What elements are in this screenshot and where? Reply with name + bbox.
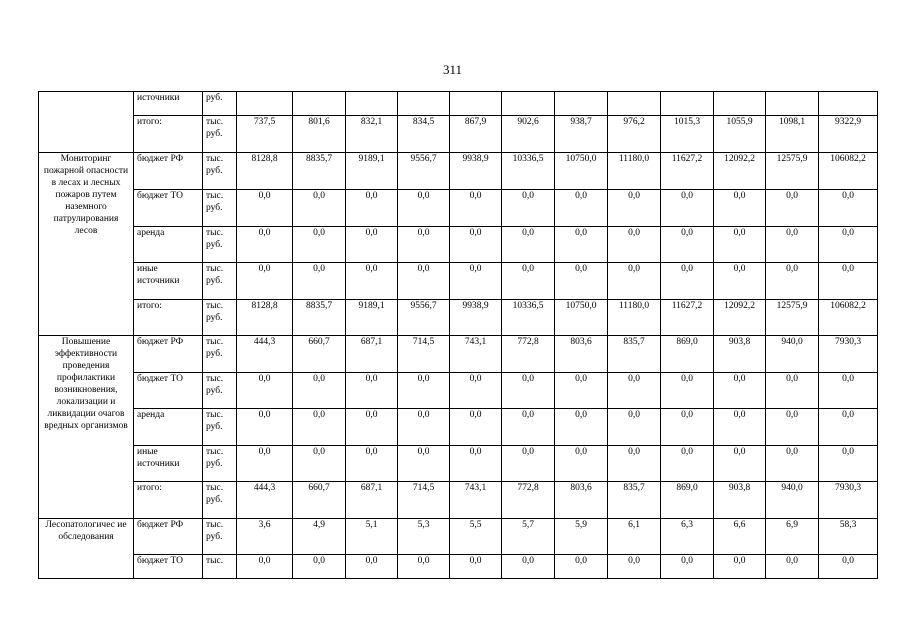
table-row bbox=[39, 227, 878, 263]
funding-source-cell: бюджет ТО bbox=[134, 555, 203, 579]
year-value-cell: 714,5 bbox=[398, 336, 450, 373]
funding-source-cell: бюджет ТО bbox=[134, 190, 203, 227]
year-value-cell: 0,0 bbox=[293, 446, 346, 482]
year-value-cell bbox=[661, 92, 714, 116]
table-row bbox=[39, 336, 878, 373]
unit-cell: тыс. руб. bbox=[203, 190, 237, 227]
year-value-cell: 902,6 bbox=[502, 116, 555, 153]
year-value-cell: 0,0 bbox=[714, 409, 766, 446]
year-value-cell: 0,0 bbox=[661, 373, 714, 409]
year-value-cell: 6,3 bbox=[661, 519, 714, 555]
funding-source-cell: аренда bbox=[134, 227, 203, 263]
year-value-cell bbox=[346, 92, 398, 116]
year-value-cell: 743,1 bbox=[450, 482, 502, 519]
year-value-cell: 0,0 bbox=[766, 409, 819, 446]
year-value-cell: 0,0 bbox=[661, 409, 714, 446]
year-value-cell: 940,0 bbox=[766, 482, 819, 519]
unit-cell: тыс. руб. bbox=[203, 116, 237, 153]
year-value-cell: 737,5 bbox=[237, 116, 293, 153]
funding-source-cell: аренда bbox=[134, 409, 203, 446]
year-value-cell: 9556,7 bbox=[398, 153, 450, 190]
year-value-cell: 0,0 bbox=[346, 409, 398, 446]
year-value-cell: 8835,7 bbox=[293, 300, 346, 336]
year-value-cell: 869,0 bbox=[661, 336, 714, 373]
total-value-cell bbox=[819, 92, 878, 116]
year-value-cell: 0,0 bbox=[398, 555, 450, 579]
budget-table bbox=[38, 91, 878, 579]
year-value-cell: 0,0 bbox=[398, 227, 450, 263]
year-value-cell: 0,0 bbox=[346, 190, 398, 227]
year-value-cell: 0,0 bbox=[450, 190, 502, 227]
year-value-cell: 11627,2 bbox=[661, 300, 714, 336]
year-value-cell: 0,0 bbox=[714, 263, 766, 300]
year-value-cell: 0,0 bbox=[714, 555, 766, 579]
year-value-cell: 0,0 bbox=[293, 373, 346, 409]
funding-source-cell: итого: bbox=[134, 300, 203, 336]
year-value-cell: 660,7 bbox=[293, 482, 346, 519]
year-value-cell: 0,0 bbox=[237, 227, 293, 263]
activity-cell: Повышение эффективности проведения профилактики возникновения, локализации и ликвидации очагов вредных организмов bbox=[39, 336, 134, 519]
year-value-cell: 1015,3 bbox=[661, 116, 714, 153]
year-value-cell bbox=[502, 92, 555, 116]
year-value-cell: 0,0 bbox=[661, 446, 714, 482]
table-row bbox=[39, 555, 878, 579]
year-value-cell bbox=[555, 92, 608, 116]
year-value-cell: 0,0 bbox=[766, 190, 819, 227]
year-value-cell: 0,0 bbox=[555, 446, 608, 482]
total-value-cell: 106082,2 bbox=[819, 153, 878, 190]
table-row bbox=[39, 409, 878, 446]
year-value-cell: 803,6 bbox=[555, 336, 608, 373]
year-value-cell: 772,8 bbox=[502, 482, 555, 519]
year-value-cell: 0,0 bbox=[766, 373, 819, 409]
year-value-cell: 834,5 bbox=[398, 116, 450, 153]
funding-source-cell: бюджет РФ bbox=[134, 336, 203, 373]
year-value-cell: 0,0 bbox=[293, 409, 346, 446]
year-value-cell: 0,0 bbox=[502, 555, 555, 579]
year-value-cell: 6,6 bbox=[714, 519, 766, 555]
total-value-cell: 9322,9 bbox=[819, 116, 878, 153]
unit-cell: тыс. руб. bbox=[203, 446, 237, 482]
year-value-cell: 0,0 bbox=[346, 446, 398, 482]
year-value-cell: 11627,2 bbox=[661, 153, 714, 190]
year-value-cell: 5,1 bbox=[346, 519, 398, 555]
year-value-cell: 0,0 bbox=[766, 555, 819, 579]
year-value-cell: 0,0 bbox=[293, 263, 346, 300]
year-value-cell: 714,5 bbox=[398, 482, 450, 519]
year-value-cell: 5,7 bbox=[502, 519, 555, 555]
year-value-cell: 0,0 bbox=[555, 263, 608, 300]
year-value-cell: 11180,0 bbox=[608, 300, 661, 336]
year-value-cell: 903,8 bbox=[714, 482, 766, 519]
year-value-cell: 9938,9 bbox=[450, 300, 502, 336]
total-value-cell: 0,0 bbox=[819, 263, 878, 300]
total-value-cell: 0,0 bbox=[819, 227, 878, 263]
year-value-cell: 8128,8 bbox=[237, 153, 293, 190]
year-value-cell: 0,0 bbox=[714, 227, 766, 263]
year-value-cell: 0,0 bbox=[237, 409, 293, 446]
year-value-cell: 5,3 bbox=[398, 519, 450, 555]
year-value-cell: 10336,5 bbox=[502, 153, 555, 190]
table-row bbox=[39, 263, 878, 300]
unit-cell: тыс. bbox=[203, 555, 237, 579]
activity-cell bbox=[39, 92, 134, 153]
year-value-cell: 0,0 bbox=[346, 227, 398, 263]
unit-cell: тыс. руб. bbox=[203, 300, 237, 336]
year-value-cell: 660,7 bbox=[293, 336, 346, 373]
funding-source-cell: бюджет РФ bbox=[134, 153, 203, 190]
year-value-cell: 772,8 bbox=[502, 336, 555, 373]
total-value-cell: 7930,3 bbox=[819, 482, 878, 519]
year-value-cell: 0,0 bbox=[293, 227, 346, 263]
year-value-cell: 9189,1 bbox=[346, 153, 398, 190]
table-row bbox=[39, 92, 878, 116]
year-value-cell: 444,3 bbox=[237, 482, 293, 519]
funding-source-cell: бюджет РФ bbox=[134, 519, 203, 555]
year-value-cell: 0,0 bbox=[398, 190, 450, 227]
year-value-cell: 0,0 bbox=[661, 190, 714, 227]
year-value-cell: 0,0 bbox=[502, 446, 555, 482]
unit-cell: тыс. руб. bbox=[203, 227, 237, 263]
activity-cell: Лесопатологичес ие обследования bbox=[39, 519, 134, 579]
total-value-cell: 0,0 bbox=[819, 555, 878, 579]
year-value-cell: 0,0 bbox=[608, 227, 661, 263]
year-value-cell: 0,0 bbox=[346, 555, 398, 579]
year-value-cell: 0,0 bbox=[346, 263, 398, 300]
total-value-cell: 0,0 bbox=[819, 446, 878, 482]
total-value-cell: 58,3 bbox=[819, 519, 878, 555]
year-value-cell: 8128,8 bbox=[237, 300, 293, 336]
year-value-cell: 0,0 bbox=[502, 373, 555, 409]
funding-source-cell: итого: bbox=[134, 116, 203, 153]
unit-cell: руб. bbox=[203, 92, 237, 116]
year-value-cell: 0,0 bbox=[555, 409, 608, 446]
funding-source-cell: источники bbox=[134, 92, 203, 116]
year-value-cell: 0,0 bbox=[293, 190, 346, 227]
unit-cell: тыс. руб. bbox=[203, 409, 237, 446]
year-value-cell: 0,0 bbox=[555, 373, 608, 409]
year-value-cell: 1055,9 bbox=[714, 116, 766, 153]
year-value-cell bbox=[714, 92, 766, 116]
year-value-cell: 743,1 bbox=[450, 336, 502, 373]
year-value-cell: 0,0 bbox=[450, 263, 502, 300]
unit-cell: тыс. руб. bbox=[203, 153, 237, 190]
year-value-cell: 0,0 bbox=[555, 190, 608, 227]
total-value-cell: 0,0 bbox=[819, 190, 878, 227]
year-value-cell: 12575,9 bbox=[766, 153, 819, 190]
year-value-cell bbox=[237, 92, 293, 116]
year-value-cell: 0,0 bbox=[398, 446, 450, 482]
year-value-cell: 0,0 bbox=[450, 373, 502, 409]
year-value-cell: 0,0 bbox=[608, 190, 661, 227]
total-value-cell: 0,0 bbox=[819, 409, 878, 446]
year-value-cell: 0,0 bbox=[450, 409, 502, 446]
table-row bbox=[39, 482, 878, 519]
table-row bbox=[39, 116, 878, 153]
year-value-cell: 10336,5 bbox=[502, 300, 555, 336]
year-value-cell: 11180,0 bbox=[608, 153, 661, 190]
year-value-cell: 0,0 bbox=[661, 263, 714, 300]
year-value-cell: 0,0 bbox=[608, 373, 661, 409]
year-value-cell: 0,0 bbox=[502, 190, 555, 227]
funding-source-cell: итого: bbox=[134, 482, 203, 519]
year-value-cell: 5,9 bbox=[555, 519, 608, 555]
year-value-cell: 5,5 bbox=[450, 519, 502, 555]
year-value-cell: 0,0 bbox=[661, 555, 714, 579]
unit-cell: тыс. руб. bbox=[203, 336, 237, 373]
table-row bbox=[39, 519, 878, 555]
year-value-cell: 0,0 bbox=[398, 263, 450, 300]
year-value-cell bbox=[608, 92, 661, 116]
unit-cell: тыс. руб. bbox=[203, 519, 237, 555]
year-value-cell: 0,0 bbox=[608, 555, 661, 579]
unit-cell: тыс. руб. bbox=[203, 263, 237, 300]
unit-cell: тыс. руб. bbox=[203, 482, 237, 519]
year-value-cell: 0,0 bbox=[608, 409, 661, 446]
page-number: 311 bbox=[442, 62, 463, 77]
year-value-cell: 3,6 bbox=[237, 519, 293, 555]
year-value-cell: 0,0 bbox=[398, 409, 450, 446]
total-value-cell: 7930,3 bbox=[819, 336, 878, 373]
year-value-cell: 0,0 bbox=[237, 446, 293, 482]
table-row bbox=[39, 446, 878, 482]
year-value-cell: 0,0 bbox=[398, 373, 450, 409]
year-value-cell: 0,0 bbox=[766, 227, 819, 263]
year-value-cell: 12092,2 bbox=[714, 300, 766, 336]
year-value-cell: 6,1 bbox=[608, 519, 661, 555]
year-value-cell: 687,1 bbox=[346, 482, 398, 519]
year-value-cell: 976,2 bbox=[608, 116, 661, 153]
year-value-cell: 8835,7 bbox=[293, 153, 346, 190]
year-value-cell: 9189,1 bbox=[346, 300, 398, 336]
year-value-cell: 0,0 bbox=[766, 263, 819, 300]
year-value-cell: 6,9 bbox=[766, 519, 819, 555]
year-value-cell: 0,0 bbox=[502, 263, 555, 300]
year-value-cell: 0,0 bbox=[237, 263, 293, 300]
table-row bbox=[39, 373, 878, 409]
year-value-cell: 10750,0 bbox=[555, 300, 608, 336]
year-value-cell: 0,0 bbox=[766, 446, 819, 482]
year-value-cell: 803,6 bbox=[555, 482, 608, 519]
year-value-cell: 938,7 bbox=[555, 116, 608, 153]
year-value-cell: 12092,2 bbox=[714, 153, 766, 190]
year-value-cell: 0,0 bbox=[555, 227, 608, 263]
year-value-cell: 867,9 bbox=[450, 116, 502, 153]
year-value-cell: 0,0 bbox=[714, 190, 766, 227]
year-value-cell: 0,0 bbox=[502, 227, 555, 263]
year-value-cell: 835,7 bbox=[608, 336, 661, 373]
year-value-cell: 12575,9 bbox=[766, 300, 819, 336]
table-row bbox=[39, 153, 878, 190]
year-value-cell: 0,0 bbox=[237, 373, 293, 409]
year-value-cell bbox=[766, 92, 819, 116]
funding-source-cell: иные источники bbox=[134, 446, 203, 482]
year-value-cell: 4,9 bbox=[293, 519, 346, 555]
year-value-cell: 0,0 bbox=[714, 446, 766, 482]
year-value-cell: 0,0 bbox=[450, 555, 502, 579]
year-value-cell bbox=[293, 92, 346, 116]
year-value-cell: 940,0 bbox=[766, 336, 819, 373]
year-value-cell: 687,1 bbox=[346, 336, 398, 373]
year-value-cell: 10750,0 bbox=[555, 153, 608, 190]
year-value-cell: 0,0 bbox=[555, 555, 608, 579]
year-value-cell: 0,0 bbox=[714, 373, 766, 409]
year-value-cell: 832,1 bbox=[346, 116, 398, 153]
year-value-cell: 801,6 bbox=[293, 116, 346, 153]
year-value-cell: 0,0 bbox=[608, 446, 661, 482]
year-value-cell: 0,0 bbox=[450, 227, 502, 263]
year-value-cell: 9556,7 bbox=[398, 300, 450, 336]
activity-cell: Мониторинг пожарной опасности в лесах и лесных пожаров путем наземного патрулирования лесов bbox=[39, 153, 134, 336]
table-row bbox=[39, 300, 878, 336]
year-value-cell: 0,0 bbox=[450, 446, 502, 482]
year-value-cell: 0,0 bbox=[237, 555, 293, 579]
year-value-cell: 0,0 bbox=[608, 263, 661, 300]
year-value-cell bbox=[450, 92, 502, 116]
year-value-cell: 0,0 bbox=[661, 227, 714, 263]
funding-source-cell: бюджет ТО bbox=[134, 373, 203, 409]
year-value-cell: 444,3 bbox=[237, 336, 293, 373]
year-value-cell: 1098,1 bbox=[766, 116, 819, 153]
total-value-cell: 106082,2 bbox=[819, 300, 878, 336]
year-value-cell: 0,0 bbox=[293, 555, 346, 579]
year-value-cell bbox=[398, 92, 450, 116]
funding-source-cell: иные источники bbox=[134, 263, 203, 300]
unit-cell: тыс. руб. bbox=[203, 373, 237, 409]
year-value-cell: 903,8 bbox=[714, 336, 766, 373]
table-row bbox=[39, 190, 878, 227]
year-value-cell: 869,0 bbox=[661, 482, 714, 519]
year-value-cell: 0,0 bbox=[502, 409, 555, 446]
year-value-cell: 9938,9 bbox=[450, 153, 502, 190]
year-value-cell: 835,7 bbox=[608, 482, 661, 519]
total-value-cell: 0,0 bbox=[819, 373, 878, 409]
year-value-cell: 0,0 bbox=[237, 190, 293, 227]
year-value-cell: 0,0 bbox=[346, 373, 398, 409]
